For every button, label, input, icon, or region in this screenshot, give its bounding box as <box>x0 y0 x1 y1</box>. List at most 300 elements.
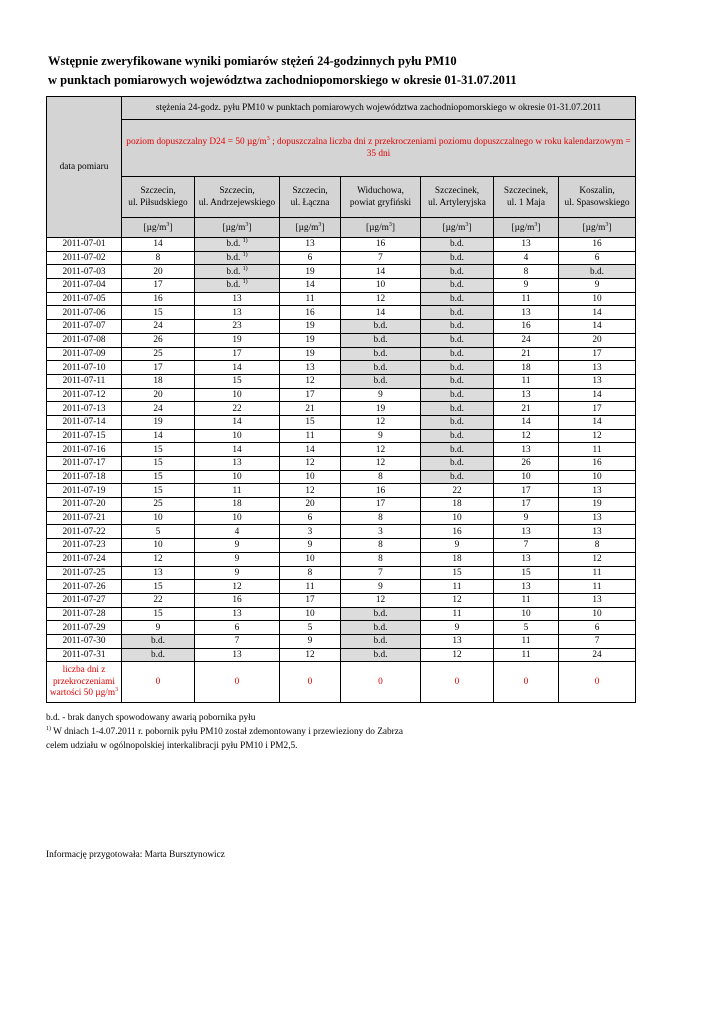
value-cell <box>122 333 195 347</box>
value-text: b.d. <box>450 376 464 387</box>
value-cell <box>122 539 195 553</box>
value-cell <box>341 279 421 293</box>
footnote-mark: 1) <box>242 265 248 272</box>
value-cell <box>559 292 636 306</box>
value-text: 13 <box>521 526 531 537</box>
value-cell <box>559 580 636 594</box>
value-cell <box>122 306 195 320</box>
date-cell: 2011-07-26 <box>47 580 122 594</box>
unit-end: ] <box>468 222 472 233</box>
value-text: b.d. <box>450 417 464 428</box>
date-cell: 2011-07-24 <box>47 552 122 566</box>
value-text: 11 <box>305 581 315 592</box>
value-cell <box>494 292 559 306</box>
value-text: b.d. <box>450 294 464 305</box>
footnote-mark: 1) <box>242 238 248 245</box>
table-row <box>47 552 636 566</box>
value-text: 13 <box>521 444 531 455</box>
value-cell <box>421 511 494 525</box>
value-text: 18 <box>452 499 462 510</box>
value-text: b.d. <box>450 362 464 373</box>
value-text: 13 <box>521 554 531 565</box>
value-cell <box>122 320 195 334</box>
table-row <box>47 265 636 279</box>
value-cell <box>341 251 421 265</box>
value-cell <box>341 566 421 580</box>
value-cell <box>559 265 636 279</box>
value-cell <box>280 539 341 553</box>
value-cell <box>494 374 559 388</box>
value-text: 6 <box>594 622 600 633</box>
value-text: b.d. <box>373 362 388 373</box>
date-cell: 2011-07-09 <box>47 347 122 361</box>
exceedance-label-line: przekroczeniami <box>53 676 115 687</box>
value-text: b.d. <box>226 266 241 277</box>
value-cell <box>122 457 195 471</box>
value-text: 18 <box>452 554 462 565</box>
unit-header <box>494 218 559 238</box>
value-text: 6 <box>307 253 313 264</box>
value-text: 22 <box>232 403 242 414</box>
value-text: 10 <box>232 389 242 400</box>
value-text: b.d. <box>226 280 241 291</box>
value-cell <box>421 402 494 416</box>
date-cell: 2011-07-16 <box>47 443 122 457</box>
station-street: ul. Artyleryjska <box>428 198 486 208</box>
value-cell <box>559 374 636 388</box>
unit-superscript: 3 <box>388 221 392 228</box>
value-cell <box>122 443 195 457</box>
value-cell <box>195 457 280 471</box>
unit-superscript: 3 <box>318 221 322 228</box>
value-cell <box>421 525 494 539</box>
value-text: 10 <box>153 513 163 524</box>
unit-superscript: 3 <box>605 221 609 228</box>
footnote-mark: 1) <box>242 251 248 258</box>
date-cell: 2011-07-27 <box>47 593 122 607</box>
value-cell <box>195 415 280 429</box>
value-cell <box>559 607 636 621</box>
value-cell <box>122 347 195 361</box>
value-text: b.d. <box>151 649 165 660</box>
date-cell: 2011-07-31 <box>47 648 122 662</box>
value-cell <box>122 388 195 402</box>
value-text: 14 <box>232 362 242 373</box>
exceedance-value: 0 <box>280 662 341 703</box>
value-cell <box>280 621 341 635</box>
value-text: 11 <box>521 376 531 387</box>
value-text: b.d. <box>450 321 464 332</box>
value-text: 19 <box>153 417 163 428</box>
limit-superscript: 3 <box>266 135 270 142</box>
value-text: 13 <box>521 389 531 400</box>
pm10-results-table <box>46 96 636 703</box>
value-cell <box>421 470 494 484</box>
value-cell <box>494 415 559 429</box>
value-text: 15 <box>153 444 163 455</box>
value-cell <box>559 511 636 525</box>
value-cell <box>280 292 341 306</box>
value-cell <box>122 292 195 306</box>
value-text: 12 <box>375 444 386 455</box>
unit-header <box>559 218 636 238</box>
value-text: 16 <box>305 307 315 318</box>
value-text: 11 <box>452 581 462 592</box>
date-cell: 2011-07-11 <box>47 374 122 388</box>
value-cell <box>494 566 559 580</box>
value-cell <box>122 238 195 252</box>
value-cell <box>280 429 341 443</box>
value-cell <box>280 580 341 594</box>
value-text: 8 <box>307 567 313 578</box>
unit-base: [µg/m <box>222 222 246 233</box>
value-text: 10 <box>232 430 242 441</box>
value-text: b.d. <box>373 636 388 647</box>
unit-end: ] <box>248 222 252 233</box>
value-cell <box>421 415 494 429</box>
value-cell <box>559 361 636 375</box>
table-row <box>47 470 636 484</box>
date-cell: 2011-07-25 <box>47 566 122 580</box>
date-cell: 2011-07-05 <box>47 292 122 306</box>
value-text: 13 <box>592 376 602 387</box>
value-text: 13 <box>592 526 602 537</box>
value-text: 18 <box>521 362 531 373</box>
date-cell: 2011-07-03 <box>47 265 122 279</box>
value-text: 16 <box>592 239 602 250</box>
value-cell <box>559 593 636 607</box>
value-cell <box>559 402 636 416</box>
value-cell <box>122 566 195 580</box>
unit-end: ] <box>608 222 612 233</box>
unit-header <box>122 218 195 238</box>
value-cell <box>341 402 421 416</box>
value-text: 19 <box>305 321 315 332</box>
date-cell: 2011-07-12 <box>47 388 122 402</box>
value-text: b.d. <box>373 376 388 387</box>
table-row <box>47 374 636 388</box>
value-cell <box>559 648 636 662</box>
unit-superscript: 3 <box>166 221 170 228</box>
value-text: b.d. <box>226 239 241 250</box>
value-cell <box>280 320 341 334</box>
value-cell <box>559 333 636 347</box>
value-text: 14 <box>592 321 602 332</box>
value-text: 17 <box>153 362 163 373</box>
table-row <box>47 415 636 429</box>
value-text: 25 <box>153 499 163 510</box>
table-row <box>47 498 636 512</box>
value-cell <box>122 429 195 443</box>
value-cell <box>280 238 341 252</box>
value-text: 10 <box>592 294 602 305</box>
unit-base: [µg/m <box>442 222 466 233</box>
table-row <box>47 593 636 607</box>
value-cell <box>195 484 280 498</box>
value-text: 14 <box>305 444 315 455</box>
unit-end: ] <box>321 222 325 233</box>
value-cell <box>122 621 195 635</box>
value-text: 11 <box>521 636 531 647</box>
value-cell <box>494 388 559 402</box>
value-text: 3 <box>307 526 313 537</box>
value-cell <box>122 648 195 662</box>
value-text: 10 <box>305 554 315 565</box>
value-text: 24 <box>521 335 531 346</box>
value-text: 10 <box>452 513 462 524</box>
value-text: b.d. <box>450 444 464 455</box>
value-text: 11 <box>592 567 602 578</box>
station-city: Koszalin, <box>579 186 615 196</box>
value-cell <box>195 634 280 648</box>
value-text: 19 <box>592 499 602 510</box>
value-cell <box>494 525 559 539</box>
value-text: b.d. <box>450 472 464 483</box>
value-cell <box>122 511 195 525</box>
value-cell <box>280 511 341 525</box>
unit-header <box>341 218 421 238</box>
value-cell <box>280 361 341 375</box>
value-cell <box>195 292 280 306</box>
value-text: 15 <box>153 581 163 592</box>
station-street: ul. Piłsudskiego <box>128 198 188 208</box>
value-text: 26 <box>521 458 531 469</box>
value-text: 19 <box>305 266 315 277</box>
value-text: 10 <box>232 472 242 483</box>
value-cell <box>559 320 636 334</box>
value-cell <box>195 402 280 416</box>
value-cell <box>122 634 195 648</box>
value-text: 14 <box>592 307 602 318</box>
value-text: 5 <box>523 622 529 633</box>
value-cell <box>195 320 280 334</box>
value-text: 13 <box>521 581 531 592</box>
exceedance-value: 0 <box>341 662 421 703</box>
value-cell <box>494 634 559 648</box>
station-street: ul. Łączna <box>290 198 330 208</box>
value-cell <box>421 539 494 553</box>
value-cell <box>280 457 341 471</box>
value-text: 24 <box>153 321 163 332</box>
value-text: 16 <box>452 526 462 537</box>
value-cell <box>341 238 421 252</box>
value-cell <box>280 443 341 457</box>
value-cell <box>195 388 280 402</box>
date-cell: 2011-07-29 <box>47 621 122 635</box>
value-cell <box>421 484 494 498</box>
value-cell <box>559 429 636 443</box>
value-text: 15 <box>153 472 163 483</box>
table-row <box>47 402 636 416</box>
value-cell <box>280 525 341 539</box>
value-text: 9 <box>307 540 313 551</box>
value-text: 9 <box>155 622 161 633</box>
value-cell <box>341 361 421 375</box>
station-city: Widuchowa, <box>357 186 404 196</box>
value-cell <box>195 279 280 293</box>
value-cell <box>195 621 280 635</box>
unit-end: ] <box>391 222 396 233</box>
table-row <box>47 511 636 525</box>
value-cell <box>195 511 280 525</box>
value-cell <box>494 607 559 621</box>
value-text: 10 <box>153 540 163 551</box>
value-text: 16 <box>592 458 602 469</box>
value-cell <box>341 429 421 443</box>
footnote-text: W dniach 1-4.07.2011 r. pobornik pyłu PM10 został zdemontowany i przewieziony do Zabrza <box>51 727 404 737</box>
value-cell <box>280 648 341 662</box>
station-header <box>494 177 559 218</box>
value-cell <box>494 484 559 498</box>
value-text: 19 <box>375 403 386 414</box>
value-cell <box>494 470 559 484</box>
value-cell <box>421 580 494 594</box>
value-cell <box>341 634 421 648</box>
table-row <box>47 333 636 347</box>
table-row <box>47 388 636 402</box>
value-text: b.d. <box>450 348 464 359</box>
value-cell <box>421 607 494 621</box>
value-cell <box>559 566 636 580</box>
value-cell <box>421 265 494 279</box>
date-cell: 2011-07-23 <box>47 539 122 553</box>
value-cell <box>280 347 341 361</box>
value-text: 14 <box>592 417 602 428</box>
value-cell <box>494 279 559 293</box>
value-text: b.d. <box>373 622 388 633</box>
station-street: powiat gryfiński <box>349 198 412 208</box>
value-text: 10 <box>521 608 531 619</box>
value-text: 13 <box>232 608 242 619</box>
value-text: 13 <box>592 513 602 524</box>
value-text: 10 <box>521 472 531 483</box>
value-cell <box>559 484 636 498</box>
value-cell <box>280 265 341 279</box>
limit-text-a: poziom dopuszczalny D24 = 50 µg/m <box>126 137 267 147</box>
value-text: 26 <box>153 335 163 346</box>
value-cell <box>559 634 636 648</box>
value-cell <box>421 634 494 648</box>
value-text: 5 <box>155 526 161 537</box>
value-text: 14 <box>375 307 386 318</box>
value-cell <box>341 648 421 662</box>
value-cell <box>122 484 195 498</box>
value-text: 22 <box>153 595 163 606</box>
document-title-line-1: Wstępnie zweryfikowane wyniki pomiarów stężeń 24-godzinnych pyłu PM10 <box>48 54 457 68</box>
table-main-header: stężenia 24-godz. pyłu PM10 w punktach pomiarowych województwa zachodniopomorskiego w okresie 01-31.07.2011 <box>122 97 636 120</box>
date-cell: 2011-07-30 <box>47 634 122 648</box>
value-text: 17 <box>592 348 602 359</box>
value-cell <box>421 238 494 252</box>
value-cell <box>122 279 195 293</box>
station-street: ul. Andrzejewskiego <box>198 198 276 208</box>
value-text: 10 <box>592 472 602 483</box>
value-text: 17 <box>232 348 242 359</box>
value-cell <box>494 593 559 607</box>
value-text: 5 <box>307 622 313 633</box>
value-text: 14 <box>232 417 242 428</box>
footnote-1-continued: celem udziału w ogólnopolskiej interkalibracji pyłu PM10 i PM2,5. <box>46 741 298 751</box>
value-cell <box>195 566 280 580</box>
value-cell <box>494 306 559 320</box>
value-cell <box>195 593 280 607</box>
value-text: 19 <box>305 335 315 346</box>
value-text: 15 <box>232 376 242 387</box>
value-text: 7 <box>234 636 240 647</box>
value-cell <box>494 361 559 375</box>
table-row <box>47 566 636 580</box>
date-cell: 2011-07-15 <box>47 429 122 443</box>
value-text: 24 <box>153 403 163 414</box>
value-cell <box>559 238 636 252</box>
value-text: b.d. <box>151 636 165 647</box>
value-text: 17 <box>521 485 531 496</box>
station-city: Szczecin, <box>292 186 328 196</box>
value-cell <box>122 415 195 429</box>
value-text: b.d. <box>450 239 464 250</box>
value-cell <box>421 621 494 635</box>
value-text: 16 <box>232 595 242 606</box>
value-text: 9 <box>378 389 383 400</box>
date-cell: 2011-07-06 <box>47 306 122 320</box>
value-cell <box>421 552 494 566</box>
value-cell <box>195 429 280 443</box>
value-cell <box>494 347 559 361</box>
value-text: 6 <box>307 513 313 524</box>
value-cell <box>494 265 559 279</box>
value-cell <box>122 251 195 265</box>
value-text: 12 <box>375 458 386 469</box>
date-cell: 2011-07-20 <box>47 498 122 512</box>
value-text: 10 <box>592 608 602 619</box>
value-text: b.d. <box>590 266 604 277</box>
value-text: 11 <box>305 430 315 441</box>
value-cell <box>195 580 280 594</box>
station-header <box>195 177 280 218</box>
value-cell <box>421 648 494 662</box>
value-cell <box>341 388 421 402</box>
value-cell <box>559 251 636 265</box>
value-cell <box>341 320 421 334</box>
value-text: 17 <box>375 499 386 510</box>
value-text: 19 <box>305 348 315 359</box>
date-cell: 2011-07-10 <box>47 361 122 375</box>
value-cell <box>559 457 636 471</box>
value-text: 9 <box>523 280 529 291</box>
value-text: 11 <box>521 649 531 660</box>
value-text: 14 <box>305 280 315 291</box>
table-row <box>47 648 636 662</box>
value-text: 23 <box>232 321 242 332</box>
table-row <box>47 347 636 361</box>
value-text: 7 <box>594 636 600 647</box>
value-text: 13 <box>592 485 602 496</box>
value-cell <box>421 593 494 607</box>
value-text: 8 <box>378 554 383 565</box>
date-cell: 2011-07-18 <box>47 470 122 484</box>
value-cell <box>280 634 341 648</box>
value-cell <box>421 374 494 388</box>
table-row <box>47 443 636 457</box>
value-cell <box>341 347 421 361</box>
value-text: 13 <box>452 636 462 647</box>
value-text: b.d. <box>450 266 464 277</box>
value-text: 9 <box>378 581 383 592</box>
value-text: 13 <box>592 362 602 373</box>
value-cell <box>280 306 341 320</box>
value-text: 12 <box>153 554 163 565</box>
value-cell <box>559 552 636 566</box>
